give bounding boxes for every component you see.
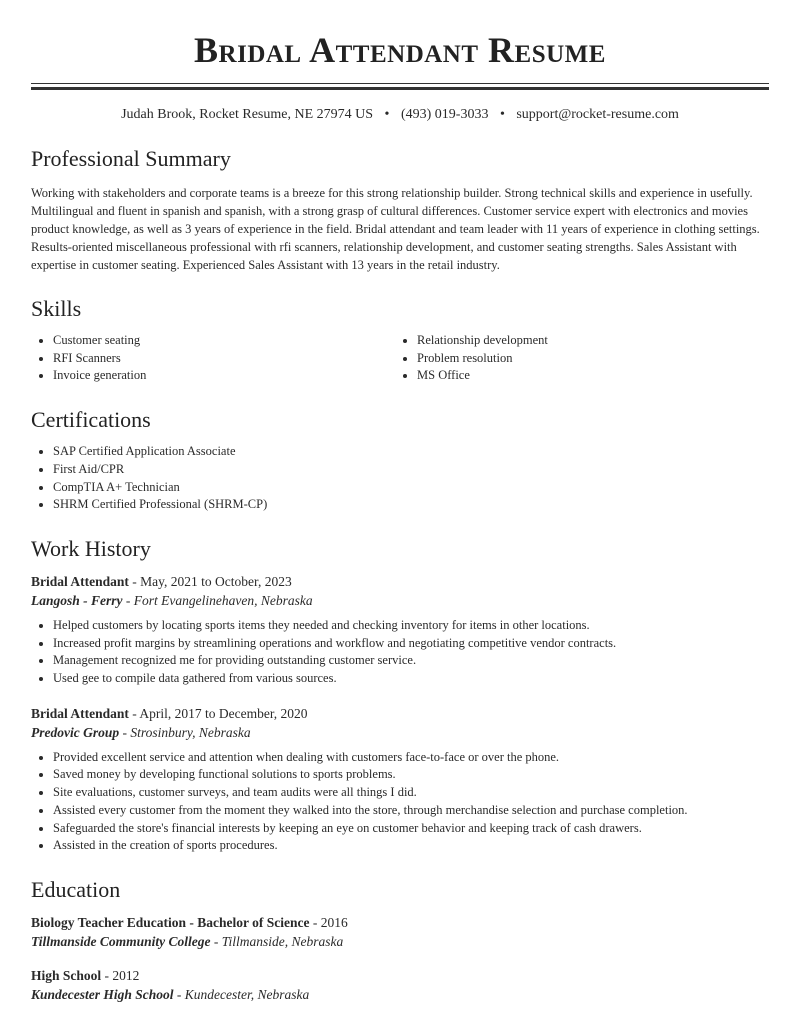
- education-header: [31, 913, 769, 932]
- summary-text: Working with stakeholders and corporate teams is a breeze for this strong relationship builder. Strong technical skills and experience in usefully. Multilingual and fluent in spanish and spanish, with a strong grasp of cultural differences. Customer service expert with electronics and movies product knowledge, as well as 3 years of experience in the field. Bridal attendant and team leader with 11 years of experience in clothing settings. Results-oriented miscellaneous professional with rfi scanners, relationship development, and customer seating strengths. Sales Assistant with expertise in customer seating. Experienced Sales Assistant with 13 years in the retail industry.: [31, 186, 760, 272]
- section-heading-certifications: Certifications: [31, 407, 151, 433]
- job-entry: [31, 572, 769, 688]
- skill-item: • Relationship development: [417, 332, 759, 350]
- education-degree: High School: [31, 967, 102, 983]
- section-heading-skills: Skills: [31, 296, 82, 321]
- skill-item: • MS Office: [417, 367, 759, 385]
- job-bullet: • Helped customers by locating sports items they needed and checking inventory for items in other locations.: [53, 617, 769, 635]
- skills-column-right: [395, 332, 759, 385]
- education-entry: [31, 913, 769, 951]
- skill-item: • Problem resolution: [417, 350, 759, 368]
- job-bullets: [31, 749, 769, 855]
- education-year: - 2012: [101, 967, 140, 983]
- job-dates: - May, 2021 to October, 2023: [128, 573, 292, 589]
- resume-page: [31, 0, 769, 1004]
- job-title: Bridal Attendant: [31, 705, 129, 721]
- education-location: - Kundecester, Nebraska: [173, 986, 310, 1002]
- job-bullet: • Saved money by developing functional solutions to sports problems.: [53, 766, 769, 784]
- certification-item: • CompTIA A+ Technician: [53, 479, 769, 497]
- skills-list: [31, 332, 769, 385]
- job-bullet: • Used gee to compile data gathered from various sources.: [53, 670, 769, 688]
- education-school: Kundecester High School: [31, 986, 174, 1002]
- job-company: Langosh - Ferry: [31, 592, 123, 608]
- certifications-list: [31, 443, 769, 514]
- contact-separator: •: [384, 107, 390, 122]
- education-school-line: [31, 932, 769, 951]
- skill-item: • Invoice generation: [53, 367, 395, 385]
- certification-item: • SAP Certified Application Associate: [53, 443, 769, 461]
- certification-item: • SHRM Certified Professional (SHRM-CP): [53, 496, 769, 514]
- contact-email: support@rocket-resume.com: [516, 107, 679, 122]
- job-bullet: • Increased profit margins by streamlining operations and workflow and negotiating competitive vendor contracts.: [53, 635, 769, 653]
- job-bullet: • Management recognized me for providing outstanding customer service.: [53, 652, 769, 670]
- job-bullet: • Provided excellent service and attention when dealing with customers face-to-face or over the phone.: [53, 749, 769, 767]
- job-bullets: [31, 617, 769, 688]
- contact-address: Judah Brook, Rocket Resume, NE 27974 US: [121, 107, 374, 122]
- section-heading-work: Work History: [31, 535, 151, 561]
- skill-item: • Customer seating: [53, 332, 395, 350]
- skill-item: • RFI Scanners: [53, 350, 395, 368]
- contact-separator: •: [499, 107, 505, 122]
- job-company-line: [31, 723, 769, 742]
- job-company-line: [31, 591, 769, 610]
- education-year: - 2016: [309, 914, 348, 930]
- section-heading-summary: Professional Summary: [31, 146, 231, 171]
- education-location: - Tillmanside, Nebraska: [210, 933, 344, 949]
- contact-phone: (493) 019-3033: [400, 107, 489, 122]
- job-bullet: • Assisted in the creation of sports procedures.: [53, 837, 769, 855]
- skills-column-left: [31, 332, 395, 385]
- resume-title: Bridal Attendant Resume: [194, 30, 606, 70]
- section-heading-education: Education: [31, 876, 121, 902]
- job-header: [31, 572, 769, 591]
- title-rule-thick: [31, 87, 769, 90]
- job-location: - Fort Evangelinehaven, Nebraska: [122, 592, 313, 608]
- contact-line: [31, 106, 769, 124]
- job-location: - Strosinbury, Nebraska: [119, 724, 251, 740]
- job-entry: [31, 704, 769, 855]
- job-dates: - April, 2017 to December, 2020: [128, 705, 308, 721]
- job-header: [31, 704, 769, 723]
- job-company: Predovic Group: [31, 724, 120, 740]
- education-entry: [31, 966, 769, 1004]
- job-bullet: • Site evaluations, customer surveys, and team audits were all things I did.: [53, 784, 769, 802]
- title-rule-thin: [31, 83, 769, 84]
- education-degree: Biology Teacher Education - Bachelor of Science: [31, 914, 310, 930]
- certification-item: • First Aid/CPR: [53, 461, 769, 479]
- job-bullet: • Safeguarded the store's financial interests by keeping an eye on customer behavior and keeping track of cash drawers.: [53, 820, 769, 838]
- job-bullet: • Assisted every customer from the moment they walked into the store, through merchandise selection and purchase completion.: [53, 802, 769, 820]
- education-school-line: [31, 985, 769, 1004]
- education-school: Tillmanside Community College: [31, 933, 211, 949]
- job-title: Bridal Attendant: [31, 573, 129, 589]
- education-header: [31, 966, 769, 985]
